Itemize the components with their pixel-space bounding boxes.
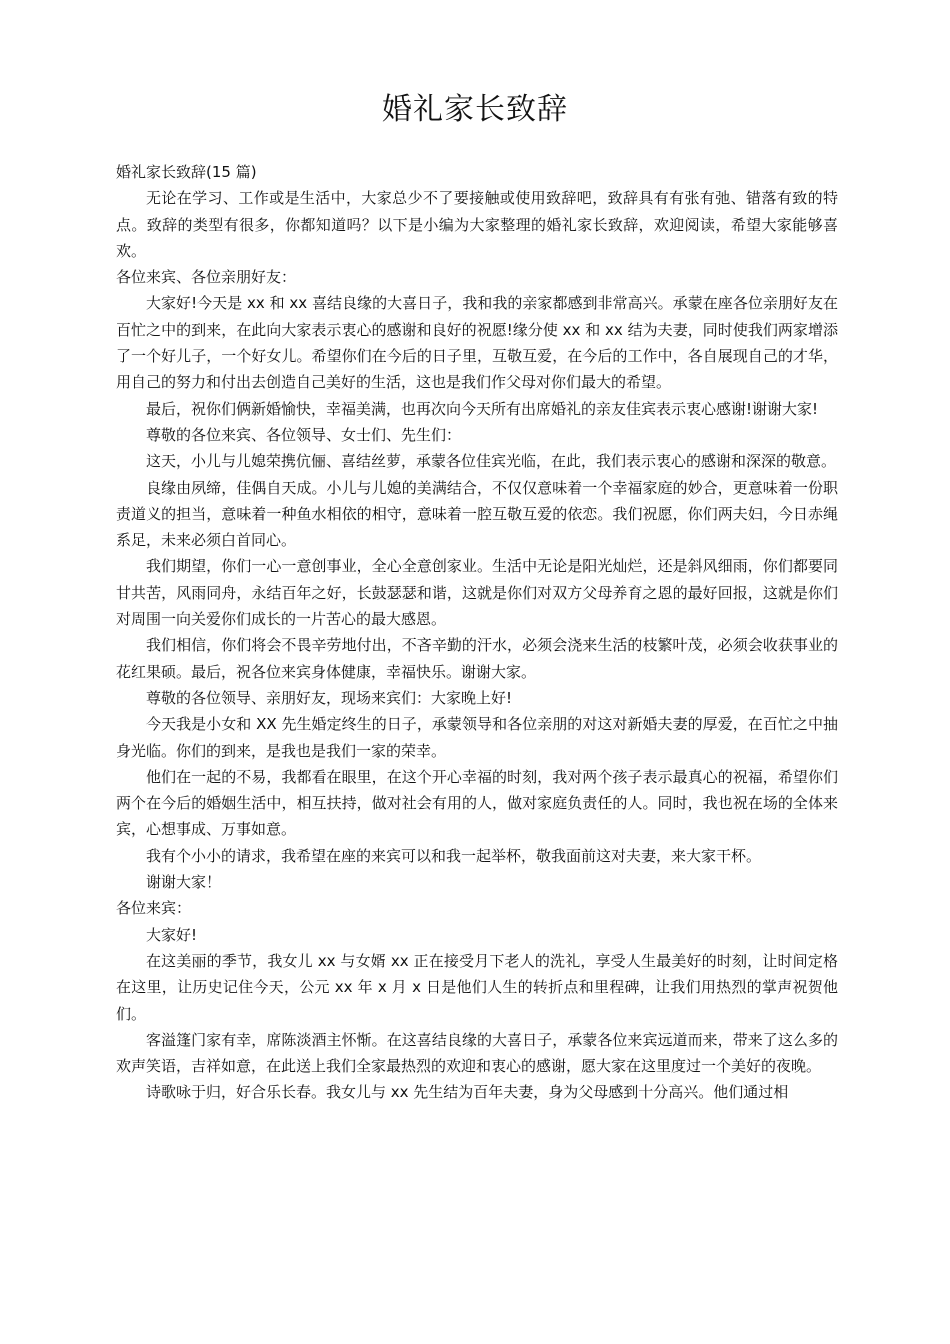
paragraph: 我们期望，你们一心一意创事业，全心全意创家业。生活中无论是阳光灿烂，还是斜风细雨，你们都要同甘共苦，风雨同舟，永结百年之好，长鼓瑟瑟和谐，这就是你们对双方父母养育之恩的最好回报，这就是你们对周围一向关爱你们成长的一片苦心的最大感恩。 (116, 557, 838, 629)
paragraph: 我有个小小的请求，我希望在座的来宾可以和我一起举杯，敬我面前这对夫妻，来大家干杯。 (146, 846, 762, 865)
document-body (116, 159, 838, 1106)
paragraph: 大家好!今天是 xx 和 xx 喜结良缘的大喜日子，我和我的亲家都感到非常高兴。承蒙在座各位亲朋好友在百忙之中的到来，在此向大家表示衷心的感谢和良好的祝愿!缘分使 xx 和 xx 结为夫妻，同时使我们两家增添了一个好儿子，一个好女儿。希望你们在今后的日子里，互敬互爱，在今后的工作中，各自展现自己的才华，用自己的努力和付出去创造自己美好的生活，这也是我们作父母对你们最大的希望。 (116, 294, 838, 392)
paragraph: 今天我是小女和 XX 先生婚定终生的日子，承蒙领导和各位亲朋的对这对新婚夫妻的厚爱，在百忙之中抽身光临。你们的到来，是我也是我们一家的荣幸。 (116, 715, 838, 760)
paragraph: 无论在学习、工作或是生活中，大家总少不了要接触或使用致辞吧，致辞具有有张有弛、错落有致的特点。致辞的类型有很多，你都知道吗？以下是小编为大家整理的婚礼家长致辞，欢迎阅读，希望大家能够喜欢。 (116, 189, 838, 260)
paragraph: 良缘由夙缔，佳偶自天成。小儿与儿媳的美满结合，不仅仅意味着一个幸福家庭的妙合，更意味着一份职责道义的担当，意味着一种鱼水相依的相守，意味着一腔互敬互爱的依恋。我们祝愿，你们两夫妇，今日赤绳系足，未来必须白首同心。 (116, 478, 838, 550)
paragraph: 在这美丽的季节，我女儿 xx 与女婿 xx 正在接受月下老人的洗礼，享受人生最美好的时刻，让时间定格在这里，让历史记住今天，公元 xx 年 x 月 x 日是他们人生的转折点和里程碑，让我们用热烈的掌声祝贺他们。 (116, 951, 838, 1023)
paragraph: 尊敬的各位来宾、各位领导、女士们、先生们： (146, 425, 462, 444)
paragraph: 大家好! (146, 925, 198, 944)
paragraph: 这天，小儿与儿媳荣携伉俪、喜结丝萝，承蒙各位佳宾光临，在此，我们表示衷心的感谢和深深的敬意。 (146, 452, 837, 471)
paragraph: 各位来宾、各位亲朋好友： (116, 268, 297, 287)
paragraph: 谢谢大家！ (146, 873, 222, 892)
paragraph: 我们相信，你们将会不畏辛劳地付出，不吝辛勤的汗水，必须会浇来生活的枝繁叶茂，必须会收获事业的花红果硕。最后，祝各位来宾身体健康，幸福快乐。谢谢大家。 (116, 636, 838, 681)
paragraph: 婚礼家长致辞(15 篇) (116, 163, 257, 181)
document-title: 婚礼家长致辞 (382, 92, 568, 127)
paragraph: 诗歌咏于归，好合乐长春。我女儿与 xx 先生结为百年夫妻，身为父母感到十分高兴。他们通过相 (146, 1083, 789, 1102)
paragraph: 他们在一起的不易，我都看在眼里，在这个开心幸福的时刻，我对两个孩子表示最真心的祝福，希望你们两个在今后的婚姻生活中，相互扶持，做对社会有用的人，做对家庭负责任的人。同时，我也祝在场的全体来宾，心想事成、万事如意。 (116, 767, 838, 839)
paragraph: 最后，祝你们俩新婚愉快，幸福美满，也再次向今天所有出席婚礼的亲友佳宾表示衷心感谢!谢谢大家! (146, 399, 819, 418)
paragraph: 客溢篷门家有幸，席陈淡酒主怀惭。在这喜结良缘的大喜日子，承蒙各位来宾远道而来，带来了这么多的欢声笑语，吉祥如意，在此送上我们全家最热烈的欢迎和衷心的感谢，愿大家在这里度过一个美好的夜晚。 (116, 1030, 838, 1076)
paragraph: 各位来宾： (116, 899, 192, 918)
paragraph: 尊敬的各位领导、亲朋好友，现场来宾们：大家晚上好! (146, 688, 513, 707)
